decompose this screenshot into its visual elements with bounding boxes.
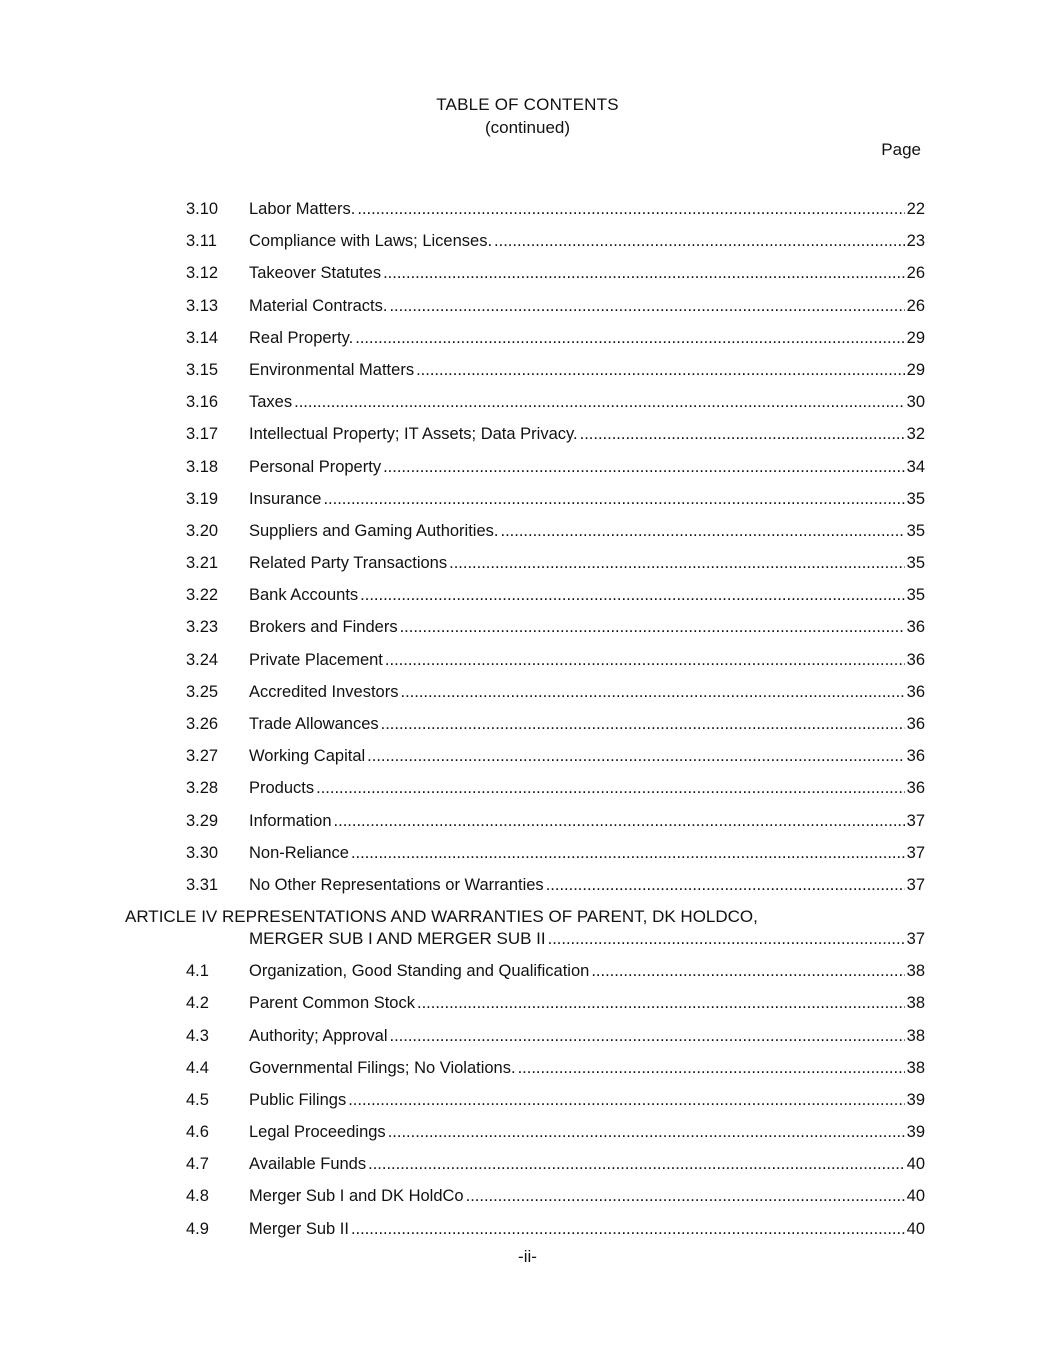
toc-entry-label: Environmental Matters [249, 360, 415, 379]
toc-entry-label: Insurance [249, 489, 322, 508]
toc-entry-number: 3.17 [186, 425, 219, 444]
toc-entry-line [249, 488, 925, 510]
toc-entry-label: No Other Representations or Warranties [249, 875, 544, 894]
toc-entry-label: Products [249, 779, 315, 798]
dot-leader [494, 230, 905, 252]
toc-entry-label: Compliance with Laws; Licenses. [249, 232, 493, 251]
toc-entry-line [249, 810, 925, 832]
toc-entry[interactable] [0, 262, 1055, 294]
toc-entry-line [249, 262, 925, 284]
toc-entry-number: 3.26 [186, 715, 219, 733]
toc-entry-number: 3.31 [186, 875, 219, 894]
dot-leader [546, 874, 905, 896]
dot-leader [466, 1185, 905, 1207]
toc-entry-number: 3.27 [186, 747, 219, 766]
toc-entry-label: Non-Reliance [249, 843, 349, 862]
toc-entry[interactable] [0, 1025, 1055, 1057]
toc-entry-number: 3.25 [186, 682, 219, 701]
toc-subtitle: (continued) [484, 118, 571, 137]
dot-leader [294, 391, 905, 413]
toc-entry-line [249, 713, 925, 735]
toc-entry[interactable] [0, 584, 1055, 616]
toc-entry-number: 3.22 [186, 586, 219, 605]
toc-entry-page: 40 [906, 1219, 925, 1238]
toc-entry-label: Parent Common Stock [249, 994, 415, 1013]
toc-entry-number: 3.28 [186, 779, 219, 798]
toc-entry-number: 4.4 [186, 1058, 209, 1077]
toc-entry[interactable] [0, 520, 1055, 552]
toc-entry-page: 38 [906, 1026, 925, 1045]
toc-entry-line [249, 359, 925, 381]
toc-entry-label: Merger Sub I and DK HoldCo [249, 1187, 464, 1206]
article-iv-page: 37 [906, 930, 925, 949]
toc-entry[interactable] [0, 327, 1055, 359]
dot-leader [348, 1089, 904, 1111]
toc-entry[interactable] [0, 777, 1055, 809]
toc-entry-label: Information [249, 811, 332, 830]
toc-entry-page: 34 [906, 457, 925, 476]
toc-entry-number: 4.1 [186, 962, 209, 981]
toc-entry-label: Takeover Statutes [249, 264, 382, 283]
toc-entry-number: 4.7 [186, 1155, 209, 1174]
toc-entry-page: 39 [906, 1123, 925, 1142]
toc-entry-line [249, 681, 925, 703]
toc-entry-page: 22 [906, 200, 925, 218]
toc-entry-label: Governmental Filings; No Violations. [249, 1058, 516, 1077]
toc-entry[interactable] [0, 649, 1055, 681]
toc-entry-label: Private Placement [249, 650, 383, 669]
toc-entry-number: 4.3 [186, 1026, 209, 1045]
dot-leader [518, 1057, 905, 1079]
toc-entry-number: 3.12 [186, 264, 219, 283]
toc-entry-number: 4.8 [186, 1187, 209, 1206]
toc-entry-label: Material Contracts. [249, 296, 388, 315]
dot-leader [400, 616, 905, 638]
table-of-contents [0, 198, 1055, 1250]
dot-leader [400, 681, 904, 703]
toc-entry-label: Taxes [249, 393, 293, 412]
section-4-entries [0, 960, 1055, 1250]
dot-leader [385, 649, 905, 671]
toc-entry-label: Working Capital [249, 747, 366, 766]
toc-entry-number: 3.23 [186, 618, 219, 637]
dot-leader [416, 359, 905, 381]
toc-entry[interactable] [0, 1057, 1055, 1089]
toc-entry[interactable] [0, 745, 1055, 777]
toc-entry-label: Accredited Investors [249, 682, 399, 701]
toc-entry-line [249, 777, 925, 799]
toc-entry[interactable] [0, 1153, 1055, 1185]
toc-entry-page: 26 [906, 264, 925, 283]
toc-entry[interactable] [0, 960, 1055, 992]
toc-entry-line [249, 1057, 925, 1079]
page-number-footer: -ii- [518, 1247, 537, 1266]
toc-entry-page: 36 [906, 682, 925, 701]
toc-entry-line [249, 649, 925, 671]
toc-entry-label: Authority; Approval [249, 1026, 388, 1045]
toc-entry-page: 37 [906, 811, 925, 830]
toc-entry[interactable] [0, 616, 1055, 648]
toc-entry-page: 38 [906, 962, 925, 981]
toc-entry-label: Suppliers and Gaming Authorities. [249, 521, 499, 540]
toc-entry-page: 40 [906, 1187, 925, 1206]
toc-entry-line [249, 1153, 925, 1175]
toc-entry-page: 36 [906, 650, 925, 669]
toc-entry-page: 35 [906, 521, 925, 540]
toc-entry-page: 38 [906, 1058, 925, 1077]
toc-entry-number: 3.10 [186, 200, 219, 218]
dot-leader [591, 960, 904, 982]
toc-entry[interactable] [0, 874, 1055, 906]
toc-entry-label: Available Funds [249, 1155, 367, 1174]
dot-leader [316, 777, 905, 799]
toc-entry-page: 36 [906, 779, 925, 798]
toc-entry-line [249, 992, 925, 1014]
toc-entry-line [249, 198, 925, 220]
dot-leader [390, 1025, 905, 1047]
toc-entry-number: 3.19 [186, 489, 219, 508]
dot-leader [357, 198, 904, 220]
toc-entry-page: 38 [906, 994, 925, 1013]
article-iv-heading[interactable] [0, 906, 1055, 960]
toc-entry-line [249, 1121, 925, 1143]
toc-entry-label: Public Filings [249, 1090, 347, 1109]
dot-leader [383, 262, 905, 284]
dot-leader [368, 1153, 905, 1175]
toc-entry-label: Trade Allowances [249, 715, 379, 733]
toc-entry[interactable] [0, 681, 1055, 713]
toc-entry-page: 36 [906, 715, 925, 733]
toc-entry-number: 3.18 [186, 457, 219, 476]
dot-leader [417, 992, 905, 1014]
page-column-label: Page [881, 140, 921, 159]
toc-entry-number: 3.11 [186, 232, 217, 251]
toc-title: TABLE OF CONTENTS [436, 95, 619, 114]
toc-entry-page: 36 [906, 747, 925, 766]
toc-entry-page: 32 [906, 425, 925, 444]
toc-entry-page: 39 [906, 1090, 925, 1109]
toc-entry-page: 35 [906, 586, 925, 605]
dot-leader [360, 584, 904, 606]
toc-entry-number: 3.29 [186, 811, 219, 830]
toc-entry-label: Merger Sub II [249, 1219, 349, 1238]
toc-entry-line [249, 423, 925, 445]
toc-entry-line [249, 874, 925, 896]
toc-entry-label: Organization, Good Standing and Qualification [249, 962, 590, 981]
toc-entry-page: 29 [906, 360, 925, 379]
toc-entry-line [249, 584, 925, 606]
toc-entry-label: Legal Proceedings [249, 1123, 386, 1142]
toc-entry-number: 3.13 [186, 296, 219, 315]
toc-entry-page: 29 [906, 328, 925, 347]
toc-entry-number: 4.9 [186, 1219, 209, 1238]
toc-entry[interactable] [0, 552, 1055, 584]
dot-leader [381, 713, 905, 735]
toc-entry-label: Labor Matters. [249, 200, 356, 218]
toc-entry[interactable] [0, 423, 1055, 455]
toc-entry[interactable] [0, 230, 1055, 262]
dot-leader [389, 295, 904, 317]
section-3-entries [0, 198, 1055, 906]
toc-entry-number: 3.16 [186, 393, 219, 412]
dot-leader [351, 842, 905, 864]
article-iv-title-line2: MERGER SUB I AND MERGER SUB II [249, 929, 546, 949]
article-iv-title-line2-entry [249, 928, 925, 950]
toc-entry-number: 4.2 [186, 994, 209, 1013]
toc-entry[interactable] [0, 1185, 1055, 1217]
toc-entry-number: 3.21 [186, 554, 219, 573]
dot-leader [334, 810, 905, 832]
toc-entry[interactable] [0, 1121, 1055, 1153]
toc-entry-line [249, 960, 925, 982]
toc-entry[interactable] [0, 1089, 1055, 1121]
toc-entry-line [249, 616, 925, 638]
toc-entry-number: 3.30 [186, 843, 219, 862]
article-iv-title-line1: ARTICLE IV REPRESENTATIONS AND WARRANTIES OF PARENT, DK HOLDCO, [125, 907, 758, 927]
toc-entry-label: Personal Property [249, 457, 382, 476]
toc-entry[interactable] [0, 359, 1055, 391]
toc-entry[interactable] [0, 810, 1055, 842]
toc-entry[interactable] [0, 456, 1055, 488]
toc-entry-line [249, 552, 925, 574]
toc-entry-page: 26 [906, 296, 925, 315]
toc-entry-line [249, 1089, 925, 1111]
toc-entry-line [249, 520, 925, 542]
toc-entry-page: 37 [906, 843, 925, 862]
toc-entry-page: 37 [906, 875, 925, 894]
toc-entry-page: 36 [906, 618, 925, 637]
toc-entry-line [249, 456, 925, 478]
toc-entry-line [249, 1025, 925, 1047]
toc-entry-line [249, 295, 925, 317]
toc-entry[interactable] [0, 295, 1055, 327]
toc-entry-number: 4.6 [186, 1123, 209, 1142]
toc-entry-page: 35 [906, 554, 925, 573]
toc-entry-line [249, 1218, 925, 1240]
dot-leader [500, 520, 904, 542]
toc-entry-label: Bank Accounts [249, 586, 359, 605]
toc-entry-label: Real Property. [249, 328, 354, 347]
toc-entry-number: 3.14 [186, 328, 219, 347]
dot-leader [355, 327, 904, 349]
toc-entry[interactable] [0, 842, 1055, 874]
toc-entry-line [249, 327, 925, 349]
toc-entry-number: 3.15 [186, 360, 219, 379]
toc-entry-line [249, 842, 925, 864]
toc-entry-page: 35 [906, 489, 925, 508]
toc-entry-page: 30 [906, 393, 925, 412]
toc-entry-number: 3.24 [186, 650, 219, 669]
toc-entry[interactable] [0, 1218, 1055, 1250]
dot-leader [580, 423, 905, 445]
toc-entry-line [249, 1185, 925, 1207]
dot-leader [367, 745, 904, 767]
toc-entry[interactable] [0, 198, 1055, 230]
toc-entry-page: 23 [906, 232, 925, 251]
toc-entry-line [249, 230, 925, 252]
toc-entry-line [249, 745, 925, 767]
dot-leader [383, 456, 905, 478]
toc-entry-page: 40 [906, 1155, 925, 1174]
dot-leader [449, 552, 905, 574]
toc-entry[interactable] [0, 488, 1055, 520]
dot-leader [388, 1121, 905, 1143]
toc-entry[interactable] [0, 992, 1055, 1024]
toc-entry-line [249, 391, 925, 413]
dot-leader [548, 928, 905, 950]
toc-entry[interactable] [0, 713, 1055, 745]
toc-entry-label: Brokers and Finders [249, 618, 398, 637]
dot-leader [323, 488, 904, 510]
toc-entry-number: 3.20 [186, 521, 219, 540]
toc-entry-number: 4.5 [186, 1090, 209, 1109]
dot-leader [351, 1218, 905, 1240]
toc-entry[interactable] [0, 391, 1055, 423]
toc-entry-label: Related Party Transactions [249, 554, 448, 573]
toc-entry-label: Intellectual Property; IT Assets; Data Privacy. [249, 425, 578, 444]
